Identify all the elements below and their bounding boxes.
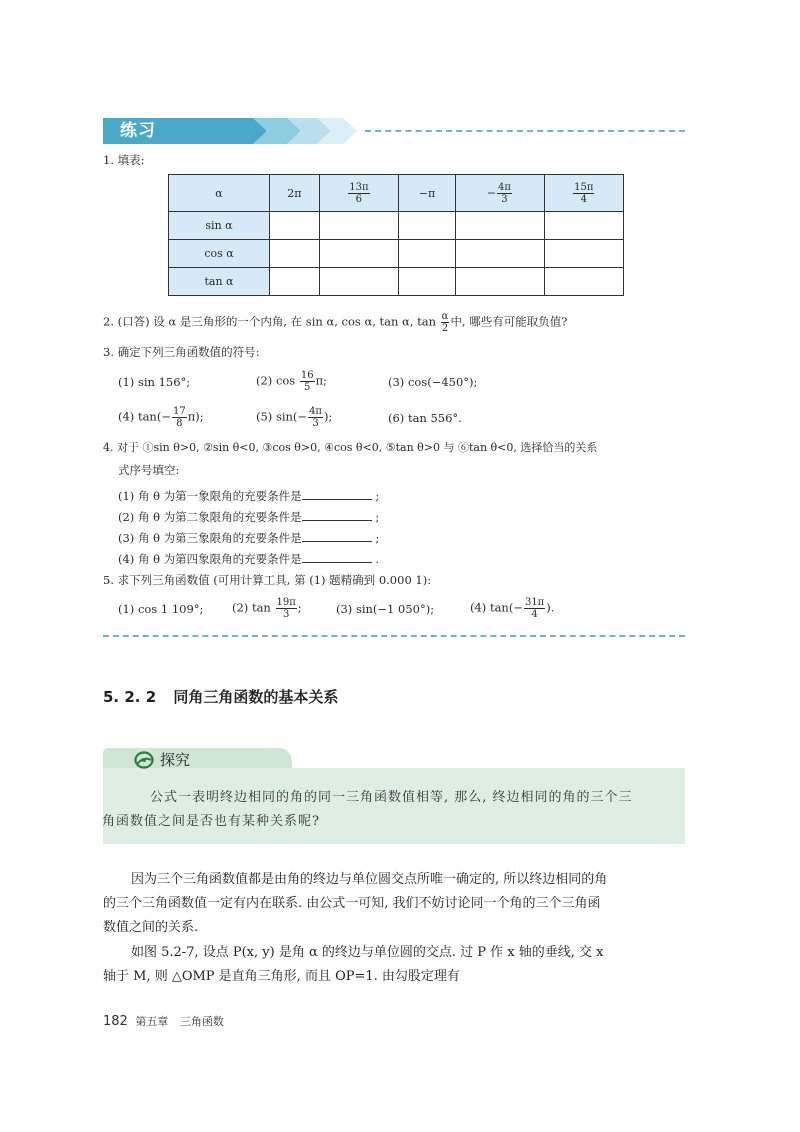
- exercise-5-item-1: (1) cos 1 109°;: [118, 602, 204, 616]
- exercise-3-item-3: (3) cos(−450°);: [388, 375, 478, 389]
- exercise-end-dashed-line: [103, 635, 685, 637]
- exercise-4-q1: (1) 角 θ 为第一象限角的充要条件是 ;: [118, 489, 380, 503]
- table-cell[interactable]: [456, 240, 545, 268]
- table-cell[interactable]: [544, 268, 623, 296]
- exercise-4-line-2: 式序号填空:: [118, 463, 180, 477]
- section-heading: [103, 686, 338, 707]
- row-label-sin: sin α: [169, 212, 270, 240]
- header-dashed-line: [365, 130, 685, 132]
- exercise-3-item-2: (2) cos $\frac{16}{5}$ π;: [256, 370, 328, 393]
- exercise-1-label: 1. 填表:: [103, 153, 145, 167]
- row-label-tan: tan α: [169, 268, 270, 296]
- answer-blank[interactable]: [302, 550, 372, 563]
- section-title: 同角三角函数的基本关系: [173, 688, 339, 706]
- exercise-4-line-1: 4. 对于 ①sin θ>0, ②sin θ<0, ③cos θ>0, ④cos θ<0, ⑤tan θ>0 与 ⑥tan θ<0, 选择恰当的关系: [103, 441, 598, 454]
- table-cell[interactable]: [399, 268, 456, 296]
- body-paragraph-1: 因为三个三角函数值都是由角的终边与单位圆交点所唯一确定的, 所以终边相同的角 的三个三角函数值一定有内在联系. 由公式一可知, 我们不妨讨论同一个角的三个三角函 数值之间的关系.: [103, 872, 608, 935]
- body-paragraph-2: 如图 5.2-7, 设点 P(x, y) 是角 α 的终边与单位圆的交点. 过 P 作 x 轴的垂线, 交 x 轴于 M, 则 △OMP 是直角三角形, 而且 OP=1. 由勾股定理有: [103, 945, 604, 984]
- table-cell[interactable]: [319, 240, 398, 268]
- exercise-5-item-4: (4) tan(− $\frac{31\pi}{4}$ ).: [470, 597, 555, 620]
- chapter-title: 三角函数: [179, 1015, 224, 1028]
- page-number: 182: [103, 1014, 128, 1029]
- exercise-4-q3: (3) 角 θ 为第三象限角的充要条件是 ;: [118, 531, 380, 545]
- table-cell[interactable]: [270, 212, 320, 240]
- exercise-5-item-3: (3) sin(−1 050°);: [336, 602, 435, 616]
- table-cell[interactable]: [319, 212, 398, 240]
- row-label-cos: cos α: [169, 240, 270, 268]
- exercise-3-item-5: (5) sin(− $\frac{4\pi}{3}$ );: [256, 406, 333, 429]
- table-row: [169, 268, 624, 296]
- table-cell[interactable]: [544, 240, 623, 268]
- exercise-3-item-4: (4) tan(− $\frac{17}{8}$ π);: [118, 406, 204, 429]
- exercise-5-label: 5. 求下列三角函数值 (可用计算工具, 第 (1) 题精确到 0.000 1):: [103, 573, 432, 587]
- table-col-2pi: 2π: [270, 175, 320, 212]
- table-cell[interactable]: [456, 212, 545, 240]
- table-cell[interactable]: [270, 240, 320, 268]
- exercise-4-q2: (2) 角 θ 为第二象限角的充要条件是 ;: [118, 510, 380, 524]
- exercise-5-item-2: (2) tan $\frac{19\pi}{3}$ ;: [232, 597, 302, 620]
- exercise-2: 2. (口答) 设 α 是三角形的一个内角, 在 sin α, cos α, tan α, tan $\frac{\alpha}{2}$ 中, 哪些有可能取负值?: [103, 311, 568, 334]
- exercise-3-item-6: (6) tan 556°.: [388, 411, 462, 425]
- explore-title: 探究: [160, 751, 191, 769]
- table-cell[interactable]: [399, 212, 456, 240]
- table-cell[interactable]: [319, 268, 398, 296]
- table-col-neg-pi: −π: [399, 175, 456, 212]
- table-row: [169, 240, 624, 268]
- explore-icon: [134, 751, 154, 769]
- table-cell[interactable]: [399, 240, 456, 268]
- table-col-13pi6: $\frac{13\pi}{6}$: [319, 175, 398, 212]
- answer-blank[interactable]: [302, 529, 372, 542]
- explore-line-2: 角函数值之间是否也有某种关系呢?: [102, 814, 320, 829]
- answer-blank[interactable]: [302, 487, 372, 500]
- table-cell[interactable]: [270, 268, 320, 296]
- exercise-title: 练习: [120, 121, 156, 141]
- trig-fill-table: [168, 174, 624, 296]
- table-row: [169, 212, 624, 240]
- table-col-15pi4: $\frac{15\pi}{4}$: [544, 175, 623, 212]
- chapter-label: 第五章: [135, 1015, 169, 1028]
- table-corner: α: [169, 175, 270, 212]
- table-cell[interactable]: [456, 268, 545, 296]
- explore-line-1: 公式一表明终边相同的角的同一三角函数值相等, 那么, 终边相同的角的三个三: [150, 790, 633, 805]
- exercise-3-item-1: (1) sin 156°;: [118, 375, 191, 389]
- explore-text: [102, 786, 670, 834]
- table-col-neg-4pi3: − $\frac{4\pi}{3}$: [456, 175, 545, 212]
- exercise-4-q4: (4) 角 θ 为第四象限角的充要条件是 .: [118, 552, 379, 566]
- page-footer: [103, 1013, 224, 1029]
- section-number: 5. 2. 2: [103, 688, 157, 706]
- answer-blank[interactable]: [302, 508, 372, 521]
- exercise-3-label: 3. 确定下列三角函数值的符号:: [103, 345, 260, 359]
- table-cell[interactable]: [544, 212, 623, 240]
